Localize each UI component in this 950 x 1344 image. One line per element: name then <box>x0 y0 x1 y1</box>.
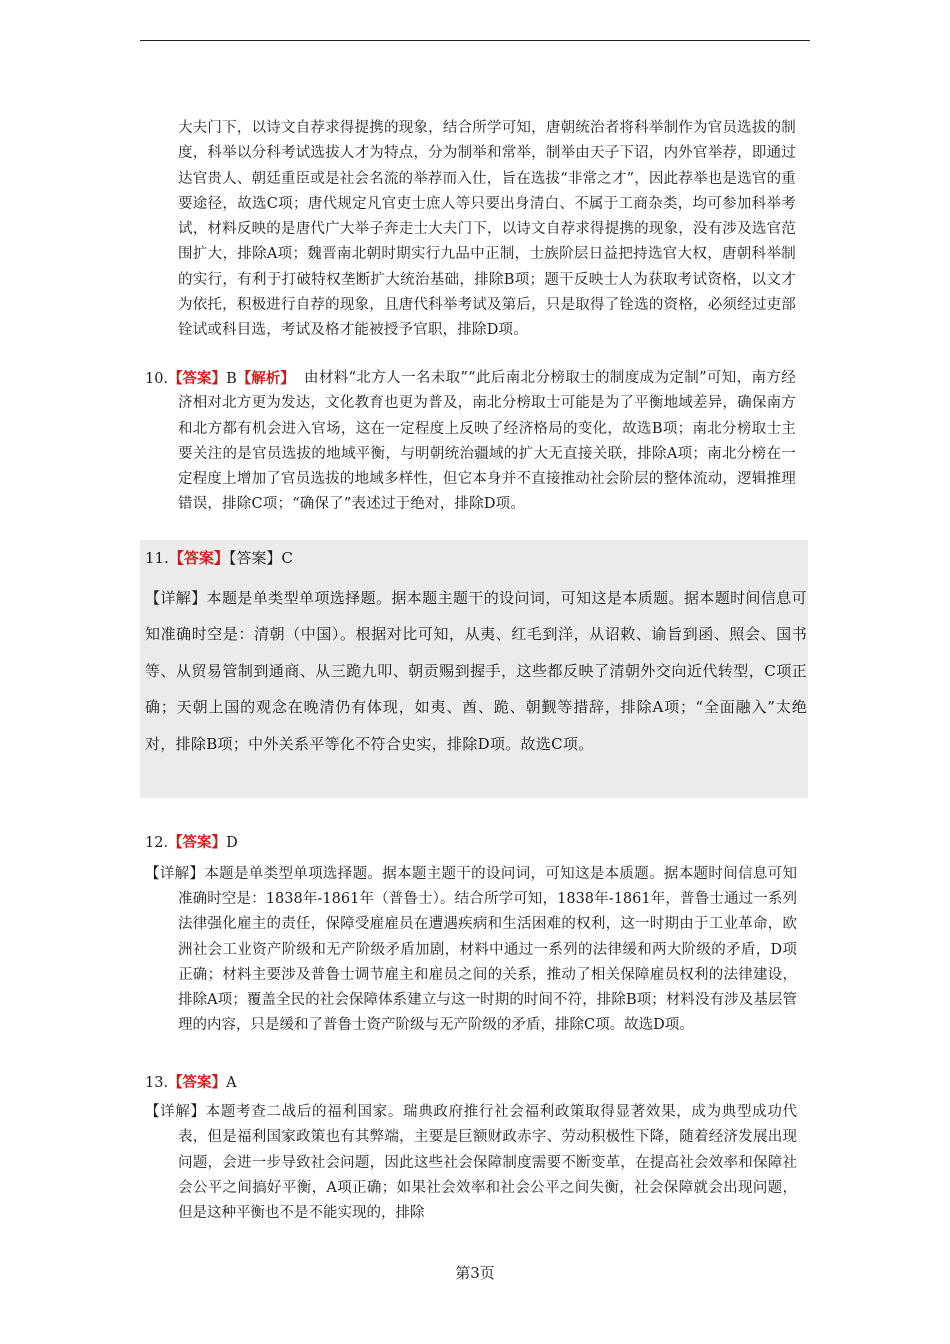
item11-number: 11. <box>145 549 169 567</box>
item12-answer-tag: 【答案】 <box>168 834 227 851</box>
item11-header <box>145 545 293 571</box>
item12-text: 本题是单类型单项选择题。据本题主题干的设问词，可知这是本质题。据本题时间信息可知准确时空是：1838年-1861年（普鲁士）。结合所学可知，1838年-1861年，普鲁士通过一系列法律强化雇主的责任，保障受雇雇员在遭遇疾病和生活困难的权利，这一时期由于工业革命，欧洲社会工业资产阶级和无产阶级矛盾加剧，材料中通过一系列的法律缓和两大阶级的矛盾，D项正确；材料主要涉及普鲁士调节雇主和雇员之间的关系，推动了相关保障雇员权利的法律建设，排除A项；覆盖全民的社会保障体系建立与这一时期的时间不符，排除B项；材料没有涉及基层管理的内容，只是缓和了普鲁士资产阶级与无产阶级的矛盾，排除C项。故选D项。 <box>178 866 798 1034</box>
item10-answer: B <box>226 371 237 387</box>
item11-detail-tag: 【详解】 <box>145 589 207 607</box>
page-number: 第3页 <box>455 1264 495 1282</box>
item13-text: 本题考查二战后的福利国家。瑞典政府推行社会福利政策取得显著效果，成为典型成功代表，但是福利国家政策也有其弊端，主要是巨额财政赤字、劳动积极性下降，随着经济发展出现问题，会进一步导致社会问题，因此这些社会保障制度需要不断变革，在提高社会效率和保障社会公平之间搞好平衡，A项正确；如果社会效率和社会公平之间失衡，社会保障就会出现问题，但是这种平衡也不是不能实现的，排除 <box>178 1104 798 1222</box>
item11-answer-tag: 【答案】 <box>168 549 229 567</box>
item13-header <box>145 1070 237 1096</box>
item11-detail <box>145 580 807 762</box>
item12-number: 12. <box>145 835 169 851</box>
item13-answer-tag: 【答案】 <box>168 1074 227 1091</box>
item10-number: 10. <box>145 371 169 387</box>
item13-answer: A <box>226 1075 237 1091</box>
item9-text: 大夫门下，以诗文自荐求得提携的现象，结合所学可知，唐朝统治者将科举制作为官员选拔的制度，科举以分科考试选拔人才为特点，分为制举和常举，制举由天子下诏，内外官举荐，即通过达官贵人、朝廷重臣或是社会名流的举荐而入仕，旨在选拔“非常之才”，因此荐举也是选官的重要途径，故选C项；唐代规定凡官吏士庶人等只要出身清白、不属于工商杂类，均可参加科举考试，材料反映的是唐代广大举子奔走士大夫门下，以诗文自荐求得提携的现象，没有涉及选官范围扩大，排除A项；魏晋南北朝时期实行九品中正制，士族阶层日益把持选官大权，唐朝科举制的实行，有利于打破特权垄断扩大统治基础，排除B项；题干反映士人为获取考试资格，以文才为依托，积极进行自荐的现象，且唐代科举考试及第后，只是取得了铨选的资格，必须经过吏部铨试或科目选，考试及格才能被授予官职，排除D项。 <box>178 120 796 339</box>
item12-header <box>145 830 238 856</box>
item12-answer: D <box>226 835 238 851</box>
header-rule <box>140 40 810 41</box>
item10-analysis-tag: 【解析】 <box>236 370 295 387</box>
item11-answer: 【答案】C <box>228 549 293 567</box>
item12-detail-tag: 【详解】 <box>145 866 205 882</box>
item13-detail-tag: 【详解】 <box>145 1104 206 1120</box>
item12-detail <box>145 862 797 1038</box>
item10-text: 由材料“北方人一名未取”“此后南北分榜取士的制度成为定制”可知，南方经济相对北方更为发达，文化教育也更为普及，南北分榜取士可能是为了平衡地域差异，确保南方和北方都有机会进入官场，这在一定程度上反映了经济格局的变化，故选B项；南北分榜取士主要关注的是官员选拔的地域平衡，与明朝统治疆域的扩大无直接关联，排除A项；南北分榜在一定程度上增加了官员选拔的地域多样性，但它本身并不直接推动社会阶层的整体流动，逻辑推理错误，排除C项；“确保了”表述过于绝对，排除D项。 <box>178 370 796 513</box>
item13-detail <box>145 1100 797 1226</box>
item10-answer-tag: 【答案】 <box>168 370 227 387</box>
item11-text: 本题是单类型单项选择题。据本题主题干的设问词，可知这是本质题。据本题时间信息可知准确时空是：清朝（中国）。根据对比可知，从夷、红毛到洋，从诏敕、谕旨到函、照会、国书等、从贸易管制到通商、从三跪九叩、朝贡赐到握手，这些都反映了清朝外交向近代转型，C项正确；天朝上国的观念在晚清仍有体现，如夷、酋、跪、朝觐等措辞，排除A项；“全面融入”太绝对，排除B项；中外关系平等化不符合史实，排除D项。故选C项。 <box>145 589 807 753</box>
item13-number: 13. <box>145 1075 169 1091</box>
